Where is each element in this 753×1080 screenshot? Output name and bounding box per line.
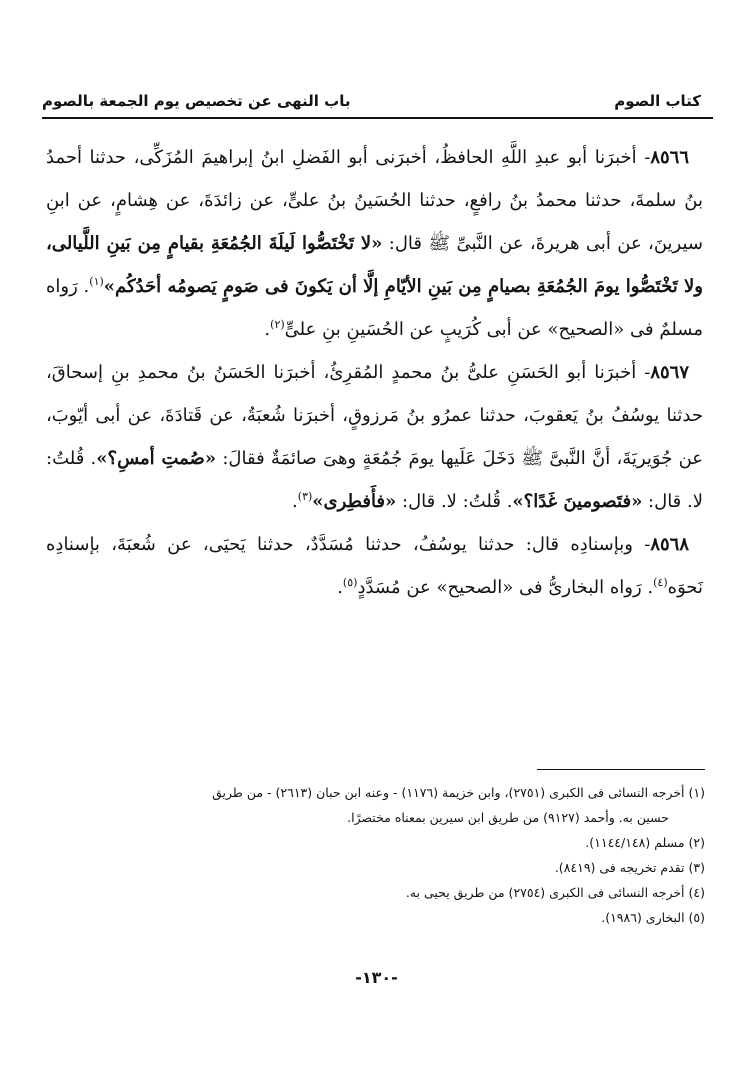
footnote-ref[interactable]: (٥) — [342, 576, 358, 589]
footnote-5: (٥) البخارى (١٩٨٦). — [601, 910, 705, 925]
hadith-8567 — [46, 351, 703, 523]
footnote-1-continued: حسين به. وأحمد (٩١٢٧) من طريق ابن سيرين بمعناه مختصرًا. — [347, 810, 669, 825]
hadith-text: - وبإسنادِه قال: حدثنا يوسُفُ، حدثنا مُسَدَّدٌ، حدثنا يَحيَى، عن شُعبَةَ، بإسنادِه نَحوَه — [46, 534, 703, 598]
footnote-ref[interactable]: (١) — [89, 275, 104, 288]
chapter-title: باب النهى عن تخصيص يوم الجمعة بالصوم — [42, 92, 351, 110]
footnote-rule — [537, 769, 705, 770]
hadith-text: - أخبرَنا أبو عبدِ اللَّهِ الحافظُ، أخبرَنى أبو الفَضلِ ابنُ إبراهيمَ المُزَكِّى، حدثنا أحمدُ بنُ سلمةَ، حدثنا محمدُ بنُ رافعٍ، حدثنا الحُسَينُ بنُ علىٍّ، عن زائدَةَ، عن هِشامٍ، عن ابنِ سيرينَ، عن أبى هريرةَ، عن النَّبىِّ ﷺ قال: — [46, 147, 703, 254]
footnote-2: (٢) مسلم (١١٤٤/١٤٨). — [585, 835, 705, 850]
main-text — [46, 136, 703, 609]
hadith-number: ٨٥٦٨ — [650, 534, 689, 555]
book-title: كتاب الصوم — [614, 92, 701, 110]
footnotes — [44, 780, 705, 930]
footnote-1: (١) أخرجه النسائى فى الكبرى (٢٧٥١)، وابن خزيمة (١١٧٦) - وعنه ابن حبان (٢٦١٣) - من طريق — [212, 785, 705, 800]
running-header — [42, 80, 701, 110]
page-number: -١٣٠- — [355, 968, 398, 987]
hadith-quote: «فأَفطِرى» — [312, 491, 397, 512]
hadith-text: . رَواه مسلمٌ فى «الصحيح» عن أبى كُرَيبٍ عن الحُسَينِ بنِ علىٍّ — [46, 276, 703, 340]
hadith-text: - أخبرَنا أبو الحَسَنِ علىُّ بنُ محمدٍ المُقرِئُ، أخبرَنا الحَسَنُ بنُ محمدِ بنِ إسحاقَ، حدثنا يوسُفُ بنُ يَعقوبَ، حدثنا عمرُو بنُ مَرزوقٍ، أخبرَنا شُعبَةُ، عن قَتادَةَ، عن أبى أيّوبَ، عن جُوَيريَةَ، أنَّ النَّبىَّ ﷺ دَخَلَ عَلَيها يومَ جُمُعَةٍ وهىَ صائمَةٌ فقالَ: — [46, 362, 704, 469]
footnote-3: (٣) تقدم تخريجه فى (٨٤١٩). — [554, 860, 705, 875]
footnote-4: (٤) أخرجه النسائى فى الكبرى (٢٧٥٤) من طريق يحيى به. — [405, 885, 705, 900]
hadith-quote: «صُمتِ أمسِ؟» — [96, 448, 217, 469]
footnote-ref[interactable]: (٢) — [270, 318, 285, 331]
hadith-text: . — [264, 319, 271, 340]
hadith-quote: «فتَصومينَ غَدًا؟» — [512, 491, 643, 512]
hadith-text: . رَواه البخارىُّ فى «الصحيح» عن مُسَدَّدٍ — [357, 577, 654, 598]
hadith-8568 — [46, 523, 703, 609]
hadith-number: ٨٥٦٦ — [650, 147, 689, 168]
hadith-text: . قُلتُ: لا. قال: — [46, 448, 703, 512]
hadith-text: . — [337, 577, 343, 598]
hadith-8566 — [46, 136, 703, 351]
footnote-ref[interactable]: (٣) — [297, 490, 313, 503]
header-rule — [42, 117, 713, 119]
hadith-number: ٨٥٦٧ — [650, 362, 689, 383]
footnote-ref[interactable]: (٤) — [653, 576, 668, 589]
hadith-quote: «لا تَخْتَصُّوا لَيلَةَ الجُمُعَةِ بقيامٍ مِن بَينِ اللَّيالى، ولا تَخْتَصُّوا يومَ الجُمُعَةِ بصيامٍ مِن بَينِ الأيّامِ إلَّا أن يَكونَ فى صَومٍ يَصومُه أحَدُكُم» — [46, 233, 703, 297]
hadith-text: . قُلتُ: لا. قال: — [396, 491, 513, 512]
hadith-text: . — [292, 491, 298, 512]
